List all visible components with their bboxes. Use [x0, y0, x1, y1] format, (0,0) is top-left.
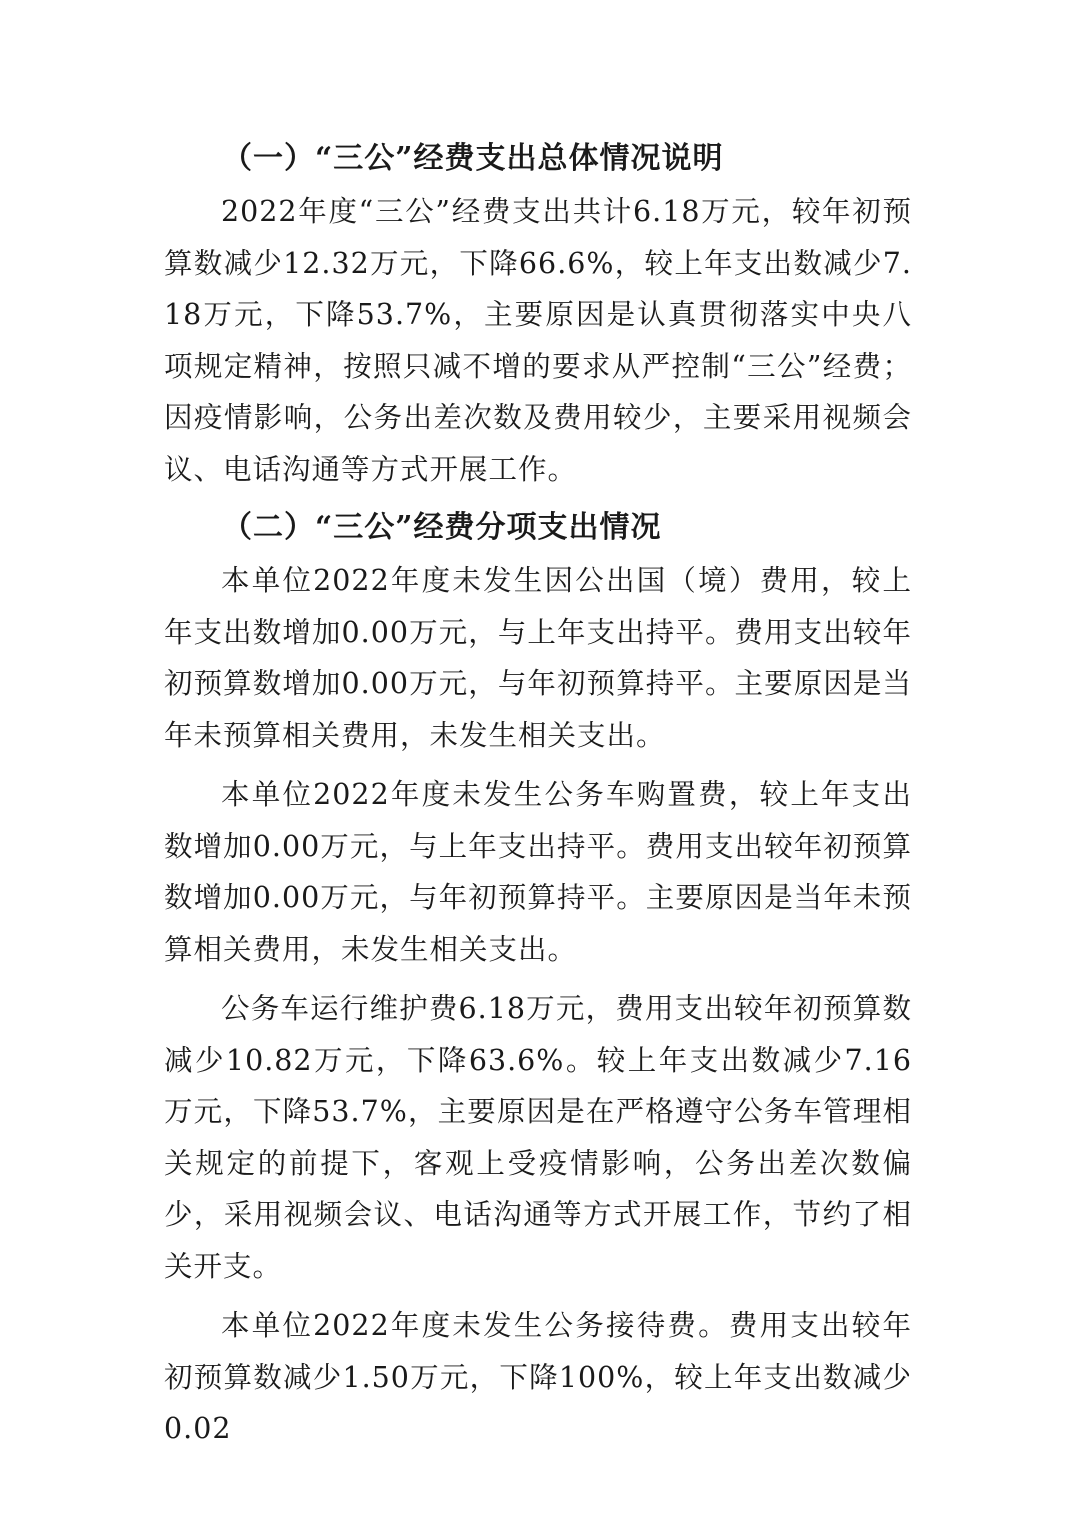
paragraph-vehicle-purchase: 本单位2022年度未发生公务车购置费，较上年支出数增加0.00万元，与上年支出持平。费用支出较年初预算数增加0.00万元，与年初预算持平。主要原因是当年未预算相关费用，未发生相关支出。: [164, 778, 912, 966]
paragraph-official-reception: 本单位2022年度未发生公务接待费。费用支出较年初预算数减少1.50万元，下降100%，较上年支出数减少0.02: [164, 1309, 912, 1445]
paragraph-overseas-travel: 本单位2022年度未发生因公出国（境）费用，较上年支出数增加0.00万元，与上年支出持平。费用支出较年初预算数增加0.00万元，与年初预算持平。主要原因是当年未预算相关费用，未发生相关支出。: [164, 564, 912, 752]
section-heading-itemized: （二）“三公”经费分项支出情况: [222, 510, 662, 545]
spacer: [164, 761, 912, 769]
section-heading-overall: （一）“三公”经费支出总体情况说明: [222, 141, 724, 176]
paragraph-overall-summary: 2022年度“三公”经费支出共计6.18万元，较年初预算数减少12.32万元，下降66.6%，较上年支出数减少7.18万元，下降53.7%，主要原因是认真贯彻落实中央八项规定精神，按照只减不增的要求从严控制“三公”经费；因疫情影响，公务出差次数及费用较少，主要采用视频会议、电话沟通等方式开展工作。: [164, 195, 912, 486]
spacer: [164, 1292, 912, 1300]
spacer: [164, 975, 912, 983]
paragraph-vehicle-operation: 公务车运行维护费6.18万元，费用支出较年初预算数减少10.82万元，下降63.6%。较上年支出数减少7.16万元，下降53.7%，主要原因是在严格遵守公务车管理相关规定的前提下，客观上受疫情影响，公务出差次数偏少，采用视频会议、电话沟通等方式开展工作，节约了相关开支。: [164, 992, 912, 1283]
document-page: [164, 132, 912, 1455]
